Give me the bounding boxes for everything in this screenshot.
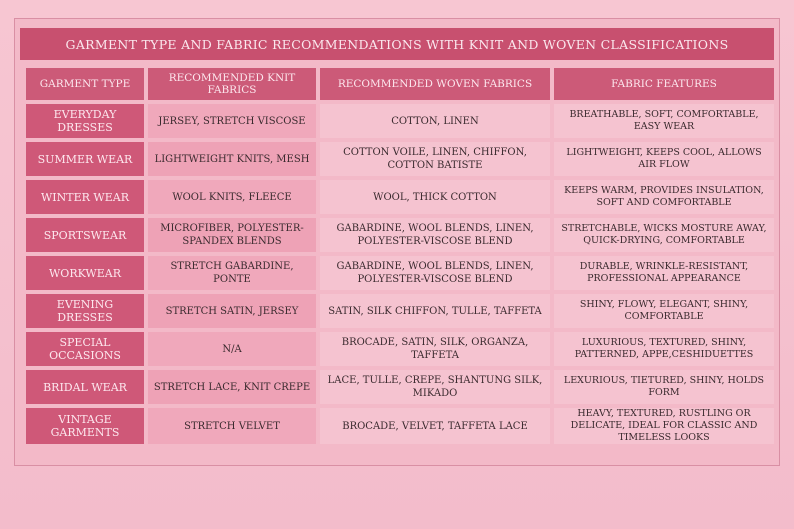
features-cell: BREATHABLE, SOFT, COMFORTABLE, EASY WEAR — [554, 104, 774, 138]
table-row — [26, 142, 774, 176]
table-row — [26, 180, 774, 214]
table-row — [26, 332, 774, 366]
woven-cell: GABARDINE, WOOL BLENDS, LINEN, POLYESTER-VISCOSE BLEND — [320, 256, 550, 290]
woven-cell: BROCADE, VELVET, TAFFETA LACE — [320, 408, 550, 444]
woven-cell: COTTON VOILE, LINEN, CHIFFON, COTTON BATISTE — [320, 142, 550, 176]
features-cell: DURABLE, WRINKLE-RESISTANT, PROFESSIONAL APPEARANCE — [554, 256, 774, 290]
knit-cell: N/A — [148, 332, 316, 366]
table-row — [26, 408, 774, 444]
header-knit-fabrics: RECOMMENDED KNIT FABRICS — [148, 68, 316, 100]
features-cell: LUXURIOUS, TEXTURED, SHINY, PATTERNED, APPE,CESHIDUETTES — [554, 332, 774, 366]
garment-type-cell: WINTER WEAR — [26, 180, 144, 214]
garment-type-cell: SUMMER WEAR — [26, 142, 144, 176]
features-cell: KEEPS WARM, PROVIDES INSULATION, SOFT AND COMFORTABLE — [554, 180, 774, 214]
garment-type-cell: EVERYDAY DRESSES — [26, 104, 144, 138]
fabric-table — [22, 64, 778, 448]
woven-cell: COTTON, LINEN — [320, 104, 550, 138]
woven-cell: WOOL, THICK COTTON — [320, 180, 550, 214]
header-garment-type: GARMENT TYPE — [26, 68, 144, 100]
woven-cell: LACE, TULLE, CREPE, SHANTUNG SILK, MIKADO — [320, 370, 550, 404]
header-row — [26, 68, 774, 100]
features-cell: LEXURIOUS, TIETURED, SHINY, HOLDS FORM — [554, 370, 774, 404]
features-cell: STRETCHABLE, WICKS MOSTURE AWAY, QUICK-DRYING, COMFORTABLE — [554, 218, 774, 252]
knit-cell: STRETCH VELVET — [148, 408, 316, 444]
table-row — [26, 370, 774, 404]
garment-type-cell: BRIDAL WEAR — [26, 370, 144, 404]
woven-cell: BROCADE, SATIN, SILK, ORGANZA, TAFFETA — [320, 332, 550, 366]
garment-type-cell: SPORTSWEAR — [26, 218, 144, 252]
knit-cell: STRETCH GABARDINE, PONTE — [148, 256, 316, 290]
garment-type-cell: WORKWEAR — [26, 256, 144, 290]
knit-cell: STRETCH SATIN, JERSEY — [148, 294, 316, 328]
knit-cell: LIGHTWEIGHT KNITS, MESH — [148, 142, 316, 176]
header-woven-fabrics: RECOMMENDED WOVEN FABRICS — [320, 68, 550, 100]
features-cell: HEAVY, TEXTURED, RUSTLING OR DELICATE, IDEAL FOR CLASSIC AND TIMELESS LOOKS — [554, 408, 774, 444]
knit-cell: JERSEY, STRETCH VISCOSE — [148, 104, 316, 138]
table-row — [26, 218, 774, 252]
knit-cell: MICROFIBER, POLYESTER-SPANDEX BLENDS — [148, 218, 316, 252]
table-row — [26, 256, 774, 290]
features-cell: LIGHTWEIGHT, KEEPS COOL, ALLOWS AIR FLOW — [554, 142, 774, 176]
woven-cell: SATIN, SILK CHIFFON, TULLE, TAFFETA — [320, 294, 550, 328]
garment-type-cell: VINTAGE GARMENTS — [26, 408, 144, 444]
features-cell: SHINY, FLOWY, ELEGANT, SHINY, COMFORTABLE — [554, 294, 774, 328]
garment-type-cell: SPECIAL OCCASIONS — [26, 332, 144, 366]
table-row — [26, 104, 774, 138]
knit-cell: WOOL KNITS, FLEECE — [148, 180, 316, 214]
table-row — [26, 294, 774, 328]
header-fabric-features: FABRIC FEATURES — [554, 68, 774, 100]
page-title: GARMENT TYPE AND FABRIC RECOMMENDATIONS WITH KNIT AND WOVEN CLASSIFICATIONS — [20, 28, 774, 60]
woven-cell: GABARDINE, WOOL BLENDS, LINEN, POLYESTER-VISCOSE BLEND — [320, 218, 550, 252]
garment-type-cell: EVENING DRESSES — [26, 294, 144, 328]
knit-cell: STRETCH LACE, KNIT CREPE — [148, 370, 316, 404]
